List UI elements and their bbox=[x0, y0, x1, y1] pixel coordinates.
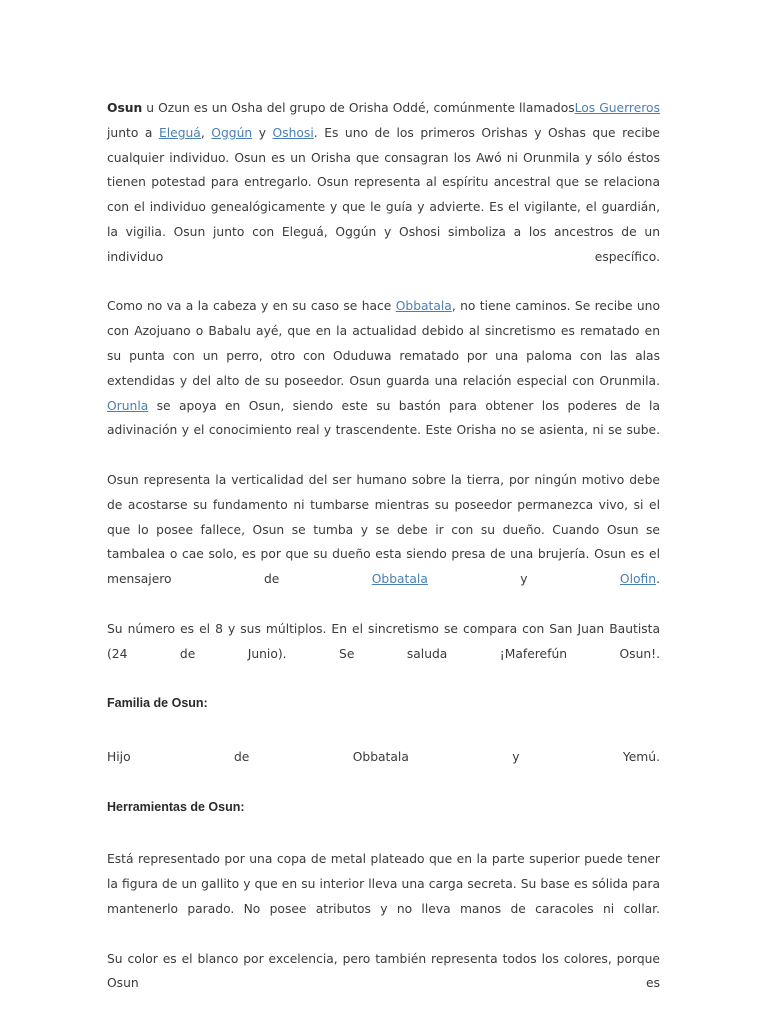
text: Como no va a la cabeza y en su caso se hace bbox=[107, 299, 396, 314]
text: , no tiene caminos. Se recibe uno con Azojuano o Babalu ayé, que en la actualidad debido al sincretismo es rematado en su punta con un perro, otro con Oduduwa rematado por una paloma con las alas extendidas y del alto de su poseedor. Osun guarda una relación especial con Orunmila. bbox=[107, 299, 660, 388]
text: , bbox=[200, 125, 212, 140]
paragraph-verticalidad bbox=[107, 468, 660, 592]
link-elegua[interactable]: Eleguá bbox=[158, 125, 201, 140]
link-los-guerreros[interactable]: Los Guerreros bbox=[574, 101, 660, 115]
paragraph-caminos bbox=[107, 294, 660, 443]
text: junto a bbox=[107, 125, 159, 140]
text: se apoya en Osun, siendo este su bastón para obtener los poderes de la adivinación y el conocimiento real y trascendente. Este Orisha no se asienta, ni se sube. bbox=[107, 398, 660, 438]
paragraph-herramientas: Está representado por una copa de metal plateado que en la parte superior puede tener la figura de un gallito y que en su interior lleva una carga secreta. Su base es sólida para mantenerlo parado. No posee atributos y no lleva manos de caracoles ni collar. bbox=[107, 852, 660, 916]
term-osun: Osun bbox=[107, 101, 143, 115]
heading-herramientas: Herramientas de Osun: bbox=[107, 799, 245, 814]
paragraph-familia: Hijo de Obbatala y Yemú. bbox=[107, 749, 660, 764]
document-body bbox=[107, 96, 660, 996]
paragraph-intro bbox=[107, 96, 660, 270]
text: . Es uno de los primeros Orishas y Oshas que recibe cualquier individuo. Osun es un Orisha que consagran los Awó ni Orunmila y sólo éstos tienen potestad para entregarlo. Osun representa al espíritu ancestral que se relaciona con el individuo genealógicamente y que le guía y advierte. Es el vigilante, el guardián, la vigilia. Osun junto con Eleguá, Oggún y Oshosi simboliza a los ancestros de un individuo específico. bbox=[107, 125, 660, 264]
text: y bbox=[252, 125, 273, 140]
text: y bbox=[427, 572, 620, 587]
paragraph-color: Su color es el blanco por excelencia, pero también representa todos los colores, porque Osun es bbox=[107, 951, 660, 991]
text: u Ozun es un Osha del grupo de Orisha Oddé, comúnmente llamados bbox=[142, 101, 575, 115]
paragraph-numero: Su número es el 8 y sus múltiplos. En el sincretismo se compara con San Juan Bautista (24 de Junio). Se saluda ¡Maferefún Osun!. bbox=[107, 621, 660, 661]
link-obbatala-2[interactable]: Obbatala bbox=[371, 572, 428, 587]
link-orunla[interactable]: Orunla bbox=[107, 398, 149, 413]
text: Osun representa la verticalidad del ser humano sobre la tierra, por ningún motivo debe de acostarse su fundamento ni tumbarse mientras su poseedor permanezca vivo, si el que lo posee fallece, Osun se tumba y se debe ir con su dueño. Cuando Osun se tambalea o cae solo, es por que su dueño esta siendo presa de una brujería. Osun es el mensajero de bbox=[107, 472, 660, 587]
heading-familia: Familia de Osun: bbox=[107, 696, 208, 711]
link-oggun[interactable]: Oggún bbox=[211, 125, 253, 140]
link-olofin[interactable]: Olofin bbox=[619, 572, 657, 587]
text: . bbox=[656, 572, 660, 587]
link-oshosi[interactable]: Oshosi bbox=[272, 125, 314, 140]
link-obbatala[interactable]: Obbatala bbox=[395, 299, 452, 314]
